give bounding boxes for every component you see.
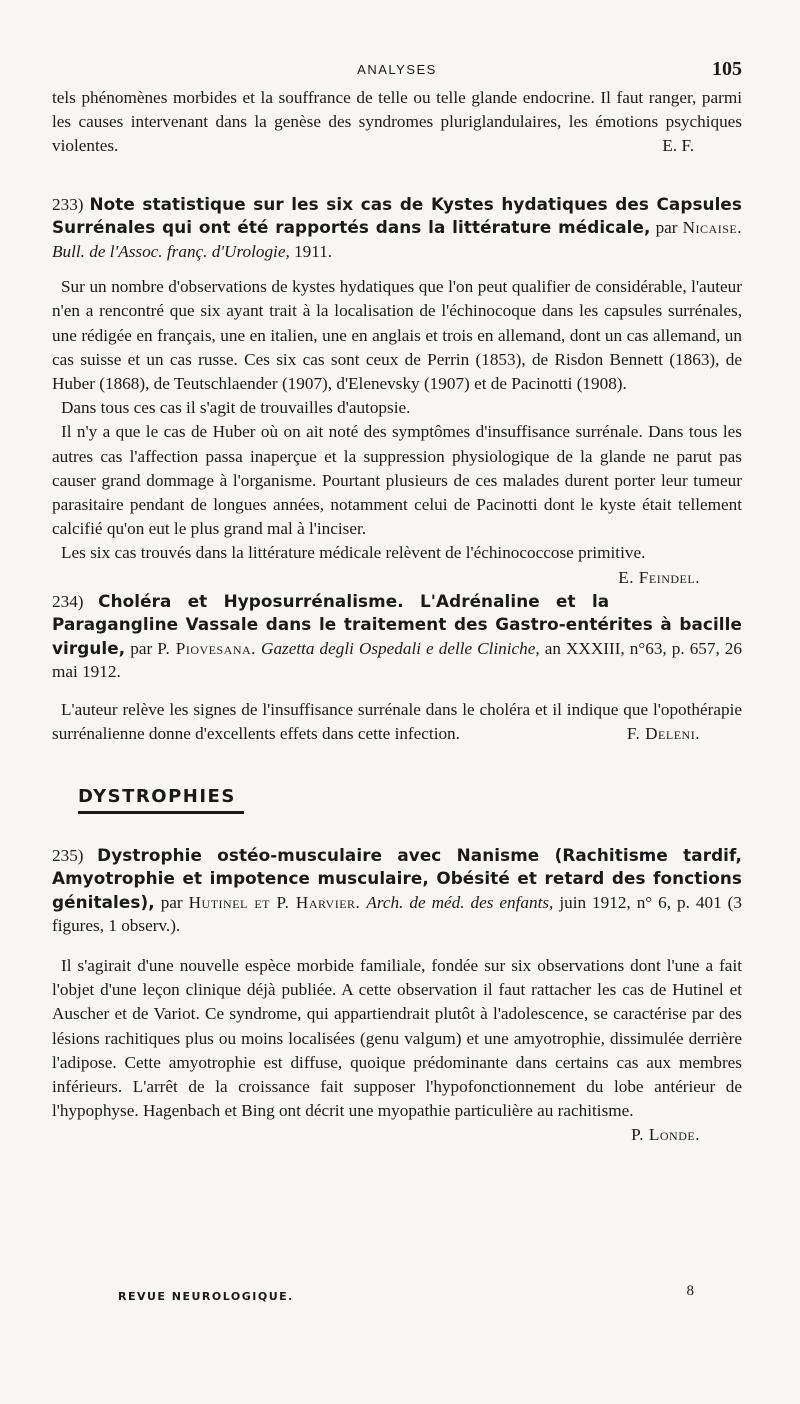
continuation-paragraph: tels phénomènes morbides et la souffrance de telle ou telle glande endocrine. Il faut ranger, parmi les causes intervenant dans la genèse des syndromes pluriglandulaires, les émotions psychiques violentes. E. F. (52, 86, 742, 159)
sheet-number: 8 (686, 1283, 694, 1299)
entry-source: Gazetta degli Ospedali e delle Cliniche, (261, 638, 540, 658)
section-rule (78, 811, 244, 814)
entry-paragraph: Il n'y a que le cas de Huber où on ait noté des symptômes d'insuffisance surrénale. Dans tous les autres cas l'affection passa inaperçue et la suppression physiologique de la glande ne parut pas causer grand dommage à l'organisme. Pourtant plusieurs de ces malades durent porter leur tumeur parasitaire pendant de longues années, notamment celui de Pacinotti dont le kyste était tellement calcifié qu'on eut le plus grand mal à l'inciser. (52, 422, 742, 539)
abstract-entry-235 (52, 844, 742, 1145)
entry-citation: an XXXIII, n°63, p. 657, 26 mai 1912. (52, 638, 742, 682)
entry-author: P. Piovesana. (157, 638, 256, 658)
entry-heading: 234) Choléra et Hyposurrénalisme. L'Adrénaline et la Paragangline Vassale dans le traitement des Gastro-entérites à bacille virgule, par P. Piovesana. Gazetta degli Ospedali e delle Cliniche, an XXXIII, n°63, p. 657, 26 mai 1912. (52, 590, 742, 682)
entry-title: Choléra et Hyposurrénalisme. L'Adrénaline et la Paragangline Vassale dans le traitement des Gastro-entérites à bacille virgule, (52, 590, 742, 658)
section-heading: DYSTROPHIES (78, 785, 236, 807)
section-heading-block (78, 786, 742, 814)
signature: E. Feindel. (618, 567, 700, 587)
entry-paragraph: Les six cas trouvés dans la littérature médicale relèvent de l'échinococcose primitive. E. Feindel. (52, 541, 742, 565)
entry-citation: 1911. (294, 241, 333, 261)
entry-title: Note statistique sur les six cas de Kystes hydatiques des Capsules Surrénales qui ont été rapportés dans la littérature médicale, (52, 193, 743, 238)
abstract-entry-233 (52, 193, 743, 587)
entry-paragraph: Sur un nombre d'observations de kystes hydatiques que l'on peut qualifier de considérable, l'auteur n'en a rencontré que six ayant trait à la localisation de l'échinocoque dans les capsules surrénales, une rédigée en français, une en italien, une en anglais et trois en allemand, dont un cas allemand, un cas suisse et un cas russe. Ces six cas sont ceux de Perrin (1853), de Risdon Bennett (1863), de Huber (1868), de Teutschlaender (1907), d'Elenevsky (1907) et de Pacinotti (1908). (52, 277, 742, 393)
entry-paragraph: Dans tous ces cas il s'agit de trouvailles d'autopsie. (61, 398, 411, 418)
page (52, 56, 742, 1148)
entry-heading: 235) Dystrophie ostéo-musculaire avec Nanisme (Rachitisme tardif, Amyotrophie et impotence musculaire, Obésité et retard des fonctions génitales), par Hutinel et P. Harvier. Arch. de méd. des enfants, juin 1912, n° 6, p. 401 (3 figures, 1 observ.). (52, 844, 742, 936)
entry-heading: 233) Note statistique sur les six cas de Kystes hydatiques des Capsules Surrénales qui ont été rapportés dans la littérature médicale, par Nicaise. Bull. de l'Assoc. franç. d'Urologie, 1911. (52, 193, 743, 261)
page-number: 105 (712, 58, 742, 80)
entry-title: Dystrophie ostéo-musculaire avec Nanisme (Rachitisme tardif, Amyotrophie et impotence musculaire, Obésité et retard des fonctions génitales), (52, 844, 742, 912)
entry-number: 233) (52, 194, 84, 214)
running-head-title: ANALYSES (357, 62, 437, 77)
entry-number: 235) (52, 845, 84, 865)
entry-source: Bull. de l'Assoc. franç. d'Urologie, (52, 241, 290, 261)
entry-author: Nicaise. (682, 218, 743, 238)
abstract-entry-234 (52, 590, 742, 746)
entry-author: Hutinel et P. Harvier. (188, 892, 361, 912)
entry-number: 234) (52, 591, 84, 611)
running-head (52, 56, 742, 86)
signature: F. Deleni. (626, 723, 700, 743)
journal-name: REVUE NEUROLOGIQUE. (118, 1290, 294, 1303)
entry-paragraph: L'auteur relève les signes de l'insuffisance surrénale dans le choléra et il indique que l'opothérapie surrénalienne donne d'excellents effets dans cette infection. F. Deleni. (52, 698, 742, 746)
page-footer (118, 1283, 694, 1305)
signature: E. F. (662, 136, 694, 156)
signature: P. Londe. (631, 1125, 700, 1145)
entry-source: Arch. de méd. des enfants, (366, 892, 554, 912)
entry-citation: juin 1912, n° 6, p. 401 (3 figures, 1 observ.). (52, 892, 742, 936)
entry-paragraph: Il s'agirait d'une nouvelle espèce morbide familiale, fondée sur six observations dont l'une a fait l'objet d'une leçon clinique déjà publiée. A cette observation il faut rattacher les cas de Hutinel et Auscher et de Variot. Ce syndrome, qui appartiendrait plutôt à l'adolescence, se caractérise par des lésions rachitiques plus ou moins localisées (genu valgum) et une amyotrophie, dissimulée derrière l'adipose. Cette amyotrophie est diffuse, quoique prédominante dans certains cas aux membres inférieurs. L'arrêt de la croissance fait supposer l'hypofonctionnement du lobe antérieur de l'hypophyse. Hagenbach et Bing ont décrit une myopathie particulière au rachitisme. P. Londe. (52, 954, 742, 1123)
